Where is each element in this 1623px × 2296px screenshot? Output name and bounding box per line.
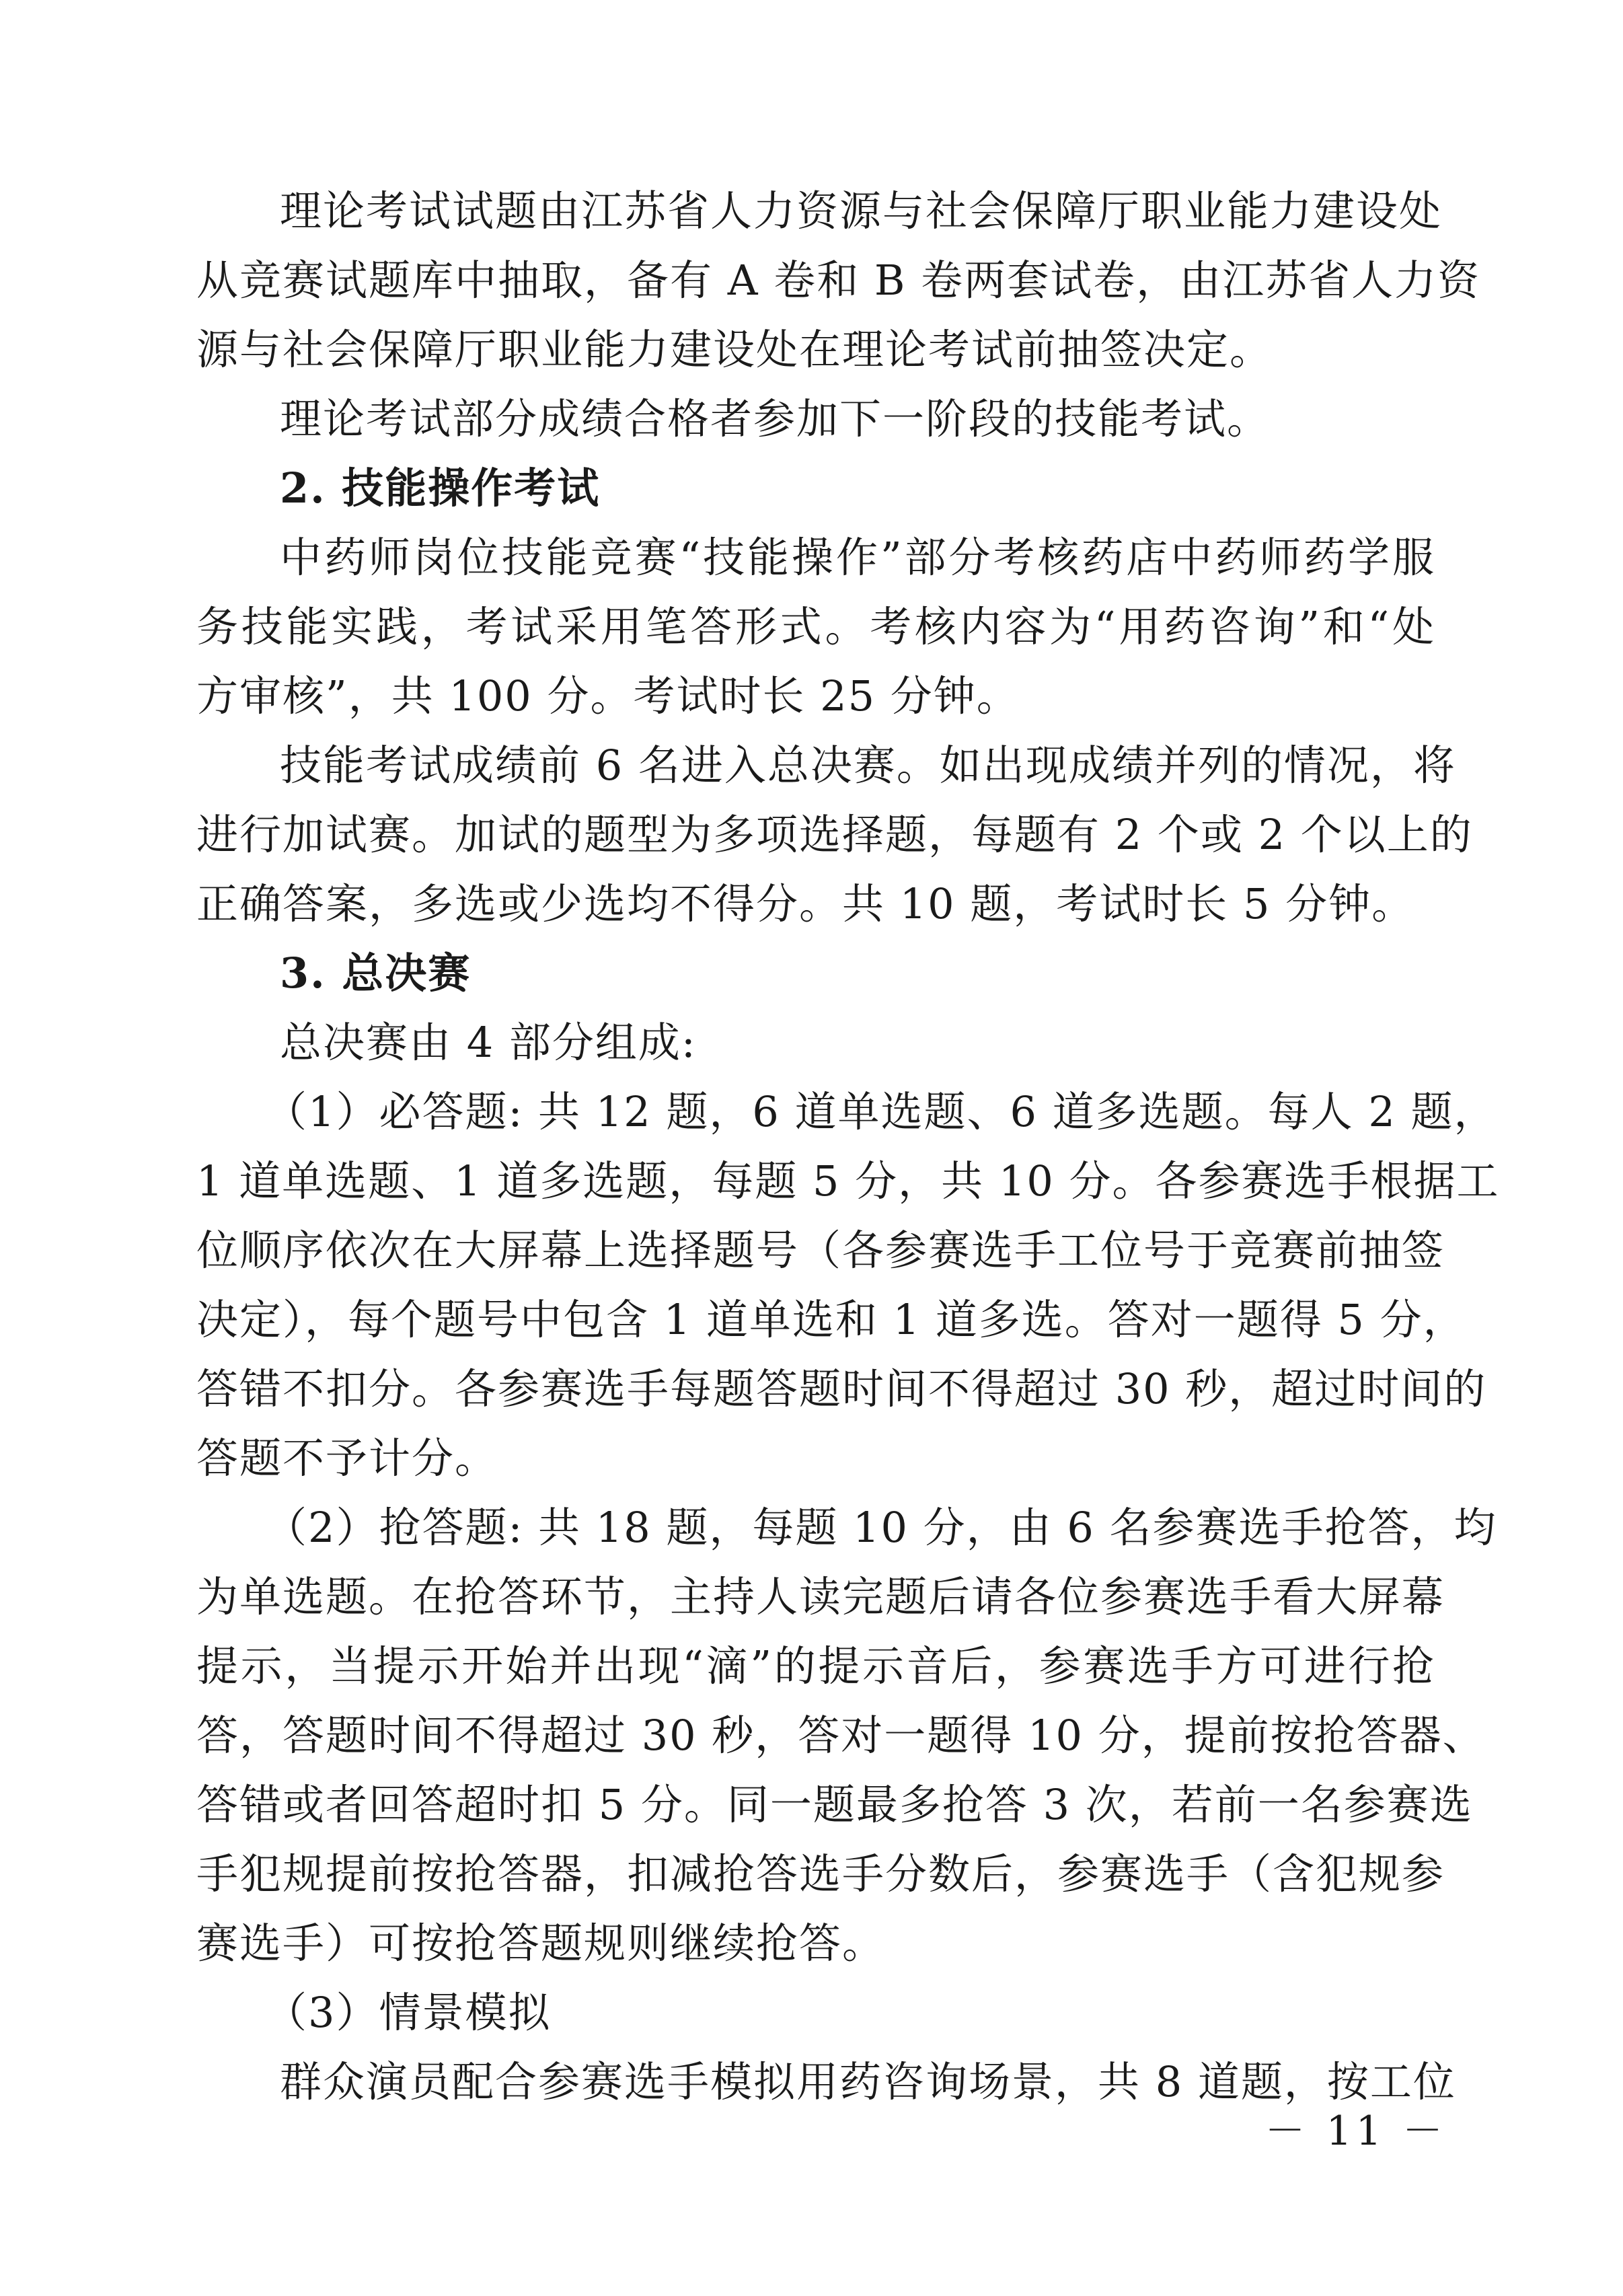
paragraph-line: （1）必答题: 共 12 题，6 道单选题、6 道多选题。每人 2 题，	[265, 1087, 1497, 1136]
paragraph-line: 为单选题。在抢答环节，主持人读完题后请各位参赛选手看大屏幕	[196, 1572, 1445, 1621]
paragraph-line: 答错或者回答超时扣 5 分。同一题最多抢答 3 次，若前一名参赛选	[196, 1780, 1473, 1829]
paragraph-line: 中药师岗位技能竞赛“技能操作”部分考核药店中药师药学服	[280, 533, 1435, 582]
paragraph-line: 赛选手）可按抢答题规则继续抢答。	[196, 1919, 886, 1968]
section-heading: 3. 总决赛	[280, 949, 471, 998]
paragraph-line: 正确答案，多选或少选均不得分。共 10 题，考试时长 5 分钟。	[196, 879, 1415, 928]
paragraph-line: 理论考试部分成绩合格者参加下一阶段的技能考试。	[280, 394, 1271, 443]
paragraph-line: 源与社会保障厅职业能力建设处在理论考试前抽签决定。	[196, 325, 1273, 374]
paragraph-line: 总决赛由 4 部分组成:	[280, 1018, 697, 1067]
paragraph-line: 进行加试赛。加试的题型为多项选择题，每题有 2 个或 2 个以上的	[196, 810, 1473, 859]
paragraph-line: 技能考试成绩前 6 名进入总决赛。如出现成绩并列的情况，将	[280, 741, 1456, 790]
section-heading: 2. 技能操作考试	[280, 464, 601, 513]
page-number: － 11 －	[1265, 2108, 1447, 2155]
paragraph-line: 决定），每个题号中包含 1 道单选和 1 道多选。答对一题得 5 分，	[196, 1295, 1466, 1344]
paragraph-line: 方审核”，共 100 分。考试时长 25 分钟。	[196, 671, 1020, 720]
paragraph-line: 从竞赛试题库中抽取，备有 A 卷和 B 卷两套试卷，由江苏省人力资	[196, 256, 1481, 305]
paragraph-line: （3）情景模拟	[265, 1988, 552, 2037]
paragraph-line: 答题不予计分。	[196, 1434, 498, 1483]
paragraph-line: （2）抢答题: 共 18 题，每题 10 分，由 6 名参赛选手抢答，均	[265, 1503, 1497, 1552]
paragraph-line: 答，答题时间不得超过 30 秒，答对一题得 10 分，提前按抢答器、	[196, 1711, 1486, 1760]
document-body	[196, 176, 1500, 2116]
paragraph-line: 提示，当提示开始并出现“滴”的提示音后，参赛选手方可进行抢	[196, 1641, 1435, 1691]
paragraph-line: 手犯规提前按抢答器，扣减抢答选手分数后，参赛选手（含犯规参	[196, 1849, 1445, 1898]
paragraph-line: 群众演员配合参赛选手模拟用药咨询场景，共 8 道题，按工位	[280, 2057, 1456, 2106]
paragraph-line: 务技能实践，考试采用笔答形式。考核内容为“用药咨询”和“处	[196, 602, 1435, 651]
paragraph-line: 理论考试试题由江苏省人力资源与社会保障厅职业能力建设处	[280, 186, 1443, 235]
paragraph-line: 位顺序依次在大屏幕上选择题号（各参赛选手工位号于竞赛前抽签	[196, 1226, 1445, 1275]
paragraph-line: 答错不扣分。各参赛选手每题答题时间不得超过 30 秒，超过时间的	[196, 1364, 1487, 1413]
paragraph-line: 1 道单选题、1 道多选题，每题 5 分，共 10 分。各参赛选手根据工	[196, 1156, 1500, 1206]
